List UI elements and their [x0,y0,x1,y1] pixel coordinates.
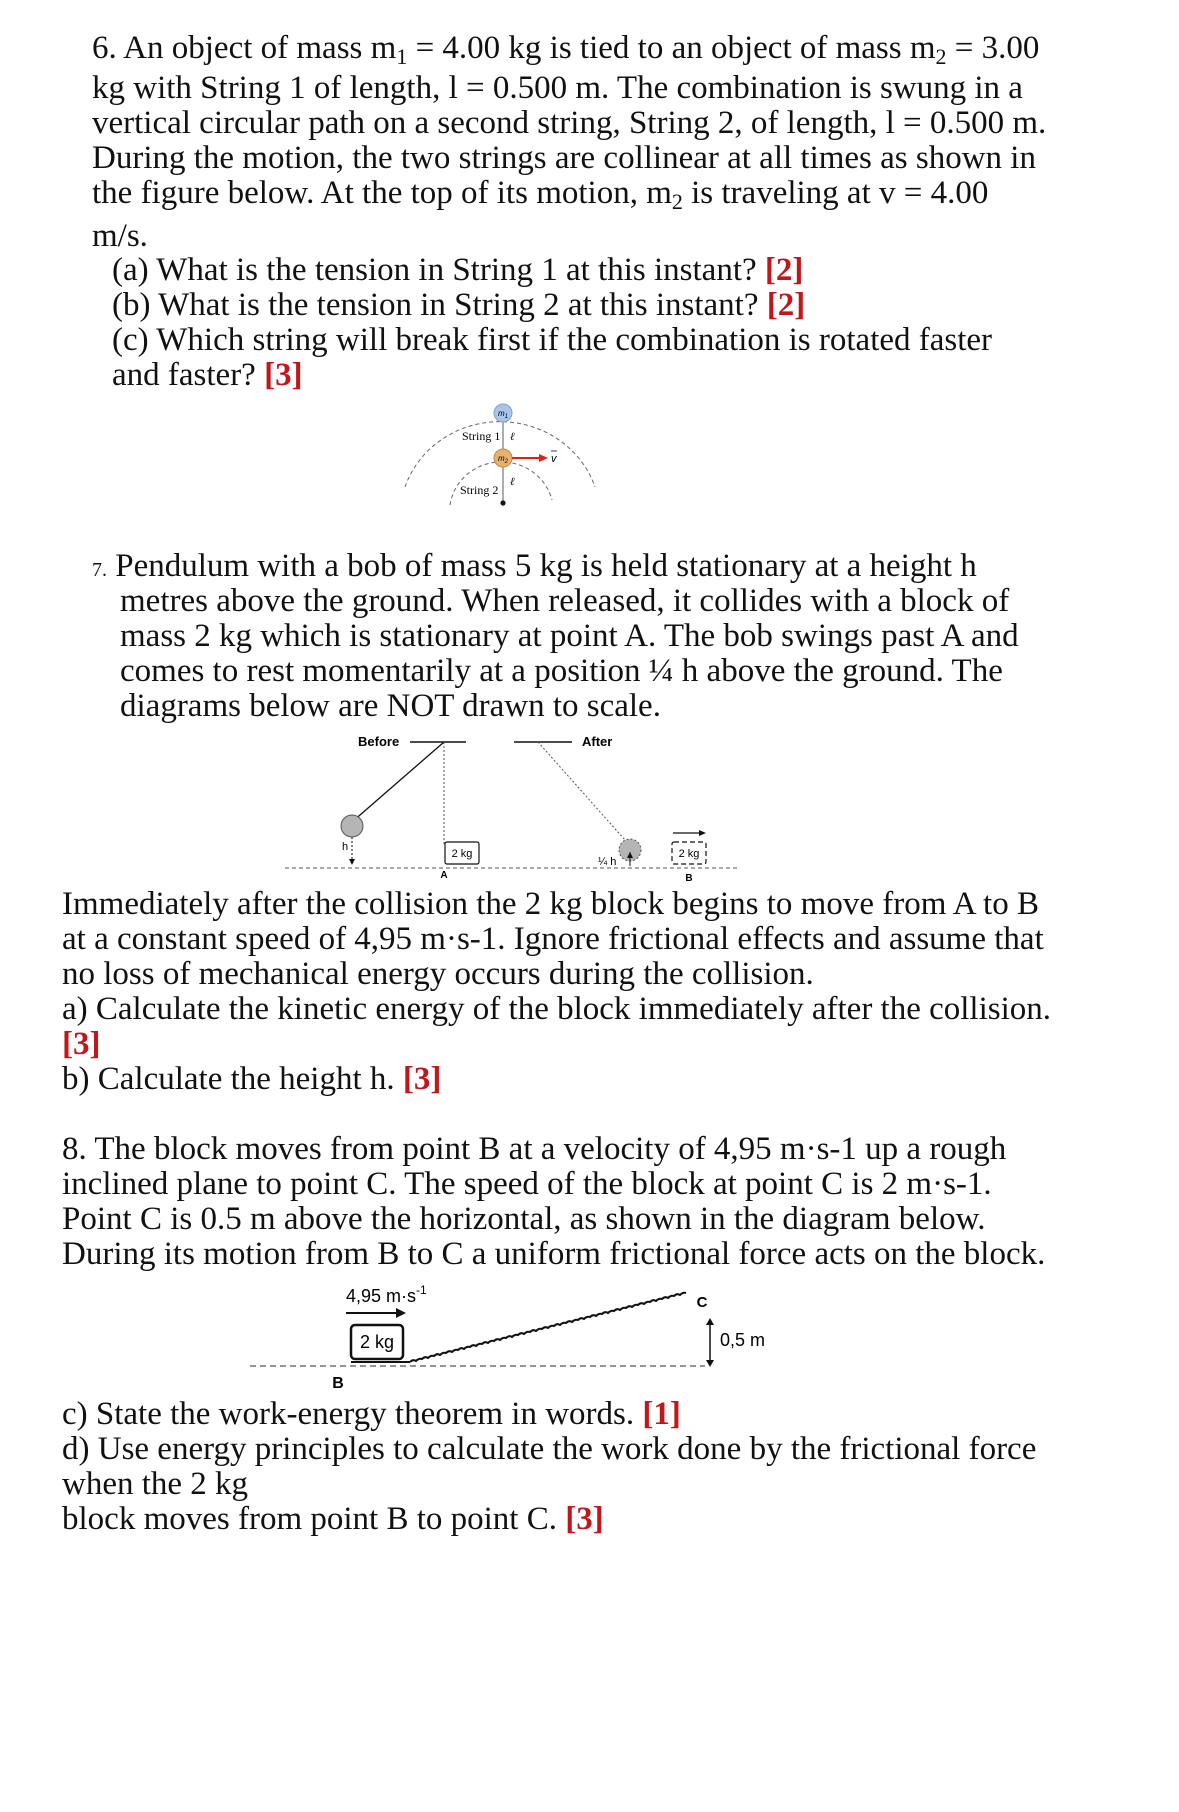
before-block-label: 2 kg [451,848,473,860]
string2-ell: ℓ [510,476,515,488]
q8-line-4: During its motion from B to C a uniform frictional force acts on the block. [62,1236,1046,1272]
q7-figure [280,728,750,888]
m2-label: $m_2$ [497,454,509,465]
before-string [352,742,444,822]
q8-part-c: c) State the work-energy theorem in words. [1] [62,1396,681,1432]
incline-block-label: 2 kg [359,1332,395,1352]
point-a-label: A [440,870,448,881]
q6-part-a: (a) What is the tension in String 1 at this instant? [2] [112,252,804,288]
q6-c-marks: [3] [264,357,303,393]
q8-part-d-line-2: when the 2 kg [62,1466,249,1502]
q8-line-2: inclined plane to point C. The speed of the block at point C is 2 m·s-1. [62,1166,992,1202]
q6-line-5: the figure below. At the top of its motion, $m_2$ is traveling at v = 4.00 [92,175,989,214]
q6-line-3: vertical circular path on a second string, String 2, of length, l = 0.500 m. [92,105,1047,141]
q7-b-marks: [3] [402,1061,442,1097]
string2-label: String 2 [460,483,499,497]
height-arrowhead-top [706,1318,714,1325]
velocity-arrowhead [396,1308,406,1318]
h-arrowhead [349,859,355,865]
q7-part-a: a) Calculate the kinetic energy of the block immediately after the collision. [62,991,1052,1027]
q8-part-d-line-1: d) Use energy principles to calculate the work done by the frictional force [62,1431,1037,1467]
height-arrowhead-bottom [706,1360,714,1367]
q6-part-b: (b) What is the tension in String 2 at this instant? [2] [112,287,806,323]
after-string [538,742,625,840]
q6-part-c-line-1: (c) Which string will break first if the combination is rotated faster [112,322,993,358]
string1-ell: ℓ [510,431,515,443]
after-motion-arrowhead [699,830,706,836]
q7-after-line-3: no loss of mechanical energy occurs during the collision. [62,956,814,992]
after-label: After [582,734,613,749]
string1-label: String 1 [462,429,501,443]
q6-line-6: m/s. [92,218,148,254]
q8-line-3: Point C is 0.5 m above the horizontal, as shown in the diagram below. [62,1201,986,1237]
q6-line-2: kg with String 1 of length, l = 0.500 m. The combination is swung in a [92,70,1023,106]
before-label: Before [358,734,400,749]
q7-after-line-2: at a constant speed of 4,95 m·s-1. Ignore frictional effects and assume that [62,921,1044,957]
quarter-h-label: ¼ h [598,856,617,868]
after-block-label: 2 kg [678,848,700,860]
q6-line-4: During the motion, the two strings are collinear at all times as shown in [92,140,1036,176]
incline-point-b-label: B [332,1375,344,1392]
before-bob [341,815,363,837]
rough-incline [410,1293,686,1362]
height-label: 0,5 m [720,1330,766,1350]
point-c-label: C [696,1294,708,1311]
q6-b-marks: [2] [766,287,806,323]
q8-d-marks: [3] [565,1501,604,1537]
q6-part-c-line-2: and faster? [3] [112,357,303,393]
q7-after-line-1: Immediately after the collision the 2 kg block begins to move from A to B [62,886,1039,922]
q7-line-4: comes to rest momentarily at a position ¼ h above the ground. The [120,653,1003,689]
point-b-label: B [685,873,693,884]
q7-line-5: diagrams below are NOT drawn to scale. [120,688,661,724]
q8-c-marks: [1] [642,1396,681,1432]
q6-line-1: 6. An object of mass $m_1 = 4.00$ kg is tied to an object of mass $m_2 = 3.00$ [92,30,1040,69]
v-label: v [551,453,557,465]
q7-part-b: b) Calculate the height h. [3] [62,1061,442,1097]
pivot [500,500,505,505]
q6-a-marks: [2] [764,252,804,288]
q8-figure [250,1270,790,1395]
q7-line-3: mass 2 kg which is stationary at point A. The bob swings past A and [120,618,1019,654]
q6-figure [400,395,620,520]
q7-line-1: 7. Pendulum with a bob of mass 5 kg is held stationary at a height h [92,548,977,584]
q8-part-d-line-3: block moves from point B to point C. [3] [62,1501,604,1537]
q8-line-1: 8. The block moves from point B at a velocity of 4,95 m·s-1 up a rough [62,1131,1007,1167]
q7-a-marks: [3] [62,1026,101,1062]
h-label: h [342,841,349,853]
q7-line-2: metres above the ground. When released, it collides with a block of [120,583,1010,619]
velocity-label: 4,95 $m\cdot s^{-1}$ [346,1283,427,1306]
velocity-arrowhead [539,454,548,462]
m1-label: $m_1$ [497,409,509,420]
